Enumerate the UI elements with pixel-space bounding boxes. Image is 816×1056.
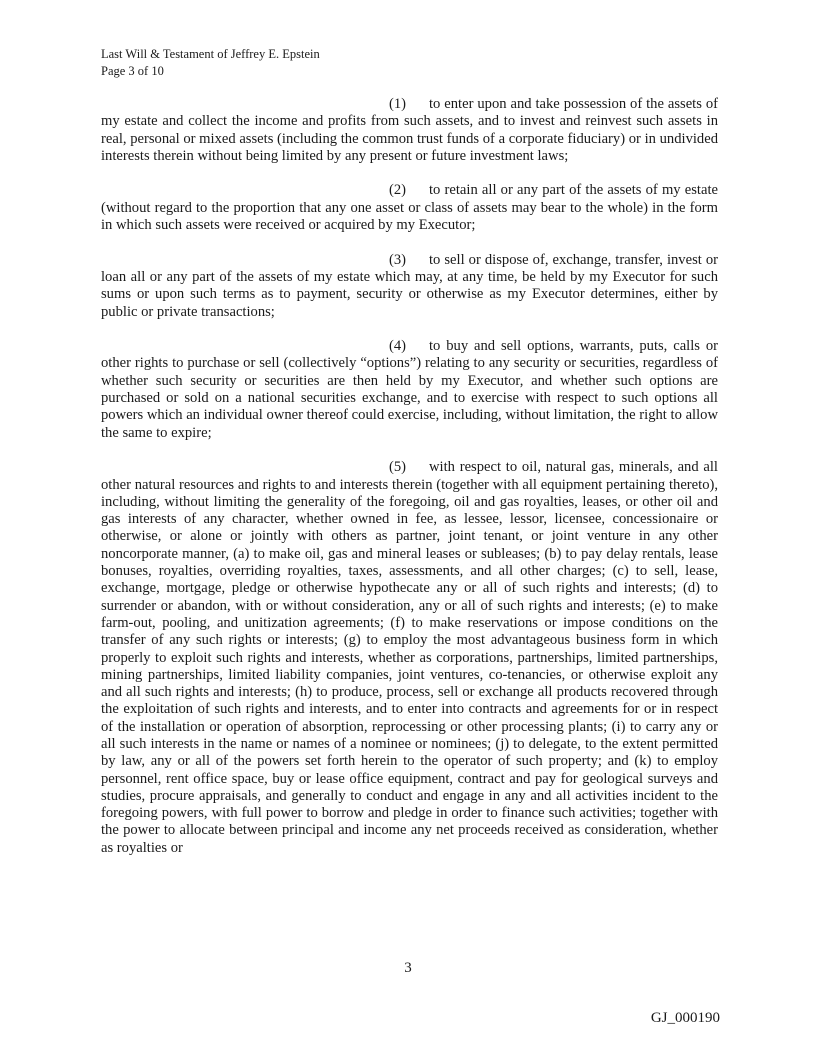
bates-number: GJ_000190 [650,1010,720,1026]
clause-number: (4) [389,338,407,355]
clause-2 [101,182,718,234]
clause-text: to buy and sell options, warrants, puts, calls or other rights to purchase or sell (collectively “options”) relating to any security or securities, regardless of whether such security or securities are then held by my Executor, and whether such options are purchased or sold on a national securities exchange, and to exercise with respect to such options all powers which an individual owner thereof could exercise, including, without limitation, the right to allow the same to expire; [101,338,718,441]
document-body [101,96,718,874]
clause-number: (1) [389,96,407,112]
page-number: 3 [404,960,412,976]
document-header [101,46,320,80]
document-title: Last Will & Testament of Jeffrey E. Epstein [101,47,320,61]
clause-text: with respect to oil, natural gas, minerals, and all other natural resources and rights to and interests therein (together with all equipment pertaining thereto), including, without limiting the generality of the foregoing, oil and gas royalties, leases, or other oil and gas interests of any character, whether owned in fee, as lessee, lessor, licensee, concessionaire or otherwise, or alone or jointly with others as partner, joint tenant, or joint venture in any other noncorporate manner, (a) to make oil, gas and mineral leases or subleases; (b) to pay delay rentals, lease bonuses, royalties, overriding royalties, taxes, assessments, and all other charges; (c) to sell, lease, exchange, mortgage, pledge or otherwise hypothecate any or all of such rights and interests; (d) to surrender or abandon, with or without consideration, any or all of such rights and interests; (e) to make farm-out, pooling, and unitization agreements; (f) to make reservations or impose conditions on the transfer of any such rights or interests; (g) to employ the most advantageous business form in which properly to exploit such rights and interests, whether as corporations, partnerships, limited partnerships, mining partnerships, limited liability companies, joint ventures, co-tenancies, or otherwise exploit any and all such rights and interests; (h) to produce, process, sell or exchange all products recovered through the exploitation of such rights and interests, and to enter into contracts and agreements for or in respect of the installation or operation of absorption, reprocessing or other processing plants; (i) to carry any or all such interests in the name or names of a nominee or nominees; (j) to delegate, to the extent permitted by law, any or all of the powers set forth herein to the operator of such property; and (k) to employ personnel, rent office space, buy or lease office equipment, contract and pay for geological surveys and studies, procure appraisals, and generally to conduct and engage in any and all activities incident to the foregoing powers, with full power to borrow and pledge in order to finance such activities; together with the power to allocate between principal and income any net proceeds received as consideration, whether as royalties or [101,459,718,856]
clause-number: (5) [389,459,407,476]
page-indicator: Page 3 of 10 [101,64,164,78]
clause-text: to retain all or any part of the assets of my estate (without regard to the proportion that any one asset or class of assets may bear to the whole) in the form in which such assets were received or acquired by my Executor; [101,182,718,234]
clause-text: to enter upon and take possession of the assets of my estate and collect the income and profits from such assets, and to invest and reinvest such assets in real, personal or mixed assets (including the common trust funds of a corporate fiduciary) or in undivided interests therein without being limited by any present or future investment laws; [101,96,718,164]
clause-number: (2) [389,182,407,199]
clause-3 [101,252,718,321]
clause-number: (3) [389,251,407,268]
clause-4 [101,338,718,442]
clause-5 [101,459,718,857]
clause-text: to sell or dispose of, exchange, transfer, invest or loan all or any part of the assets of my estate which may, at any time, be held by my Executor for such sums or upon such terms as to payment, security or otherwise as my Executor determines, either by public or private transactions; [101,251,718,320]
clause-1 [101,96,718,165]
